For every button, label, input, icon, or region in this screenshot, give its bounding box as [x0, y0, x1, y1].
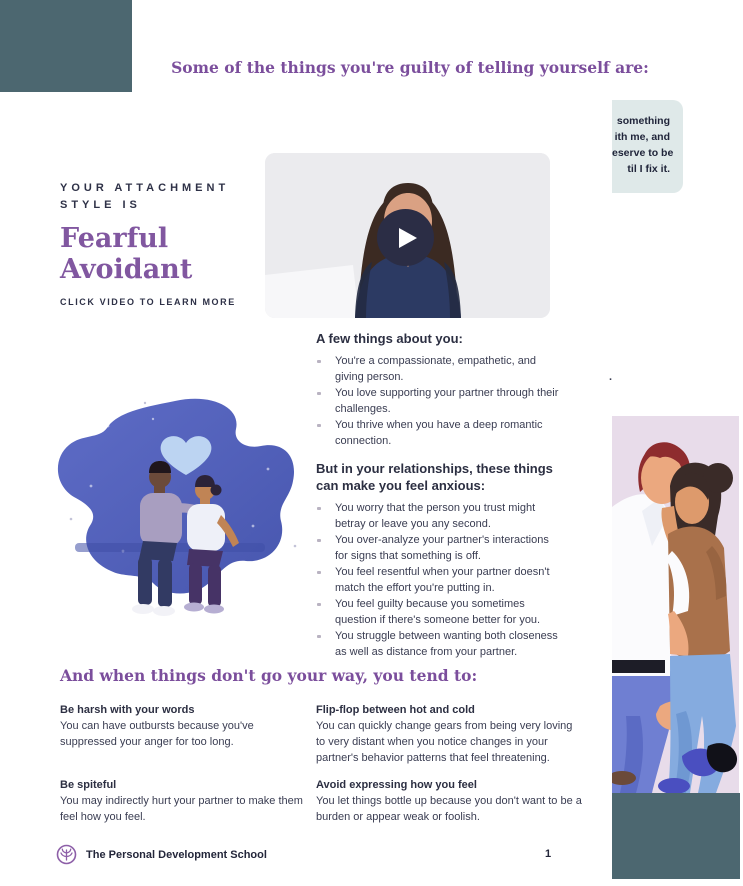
attachment-style-title	[60, 223, 275, 285]
quote-line: something	[616, 115, 670, 127]
bullet-item: You feel guilty because you sometimes question if there's someone better for you.	[316, 596, 559, 628]
couple-embracing-illustration	[612, 416, 739, 793]
bullet-item: You're a compassionate, empathetic, and giving person.	[316, 353, 559, 385]
top-left-accent-block	[0, 0, 132, 92]
couple-sitting-illustration	[53, 391, 301, 629]
tendency-item	[60, 702, 310, 750]
tendency-body: You may indirectly hurt your partner to make them feel how you feel.	[60, 795, 303, 823]
attachment-eyebrow	[60, 180, 275, 214]
hero-title-block	[60, 180, 275, 307]
tendency-title: Be harsh with your words	[60, 704, 195, 716]
quote-box	[612, 100, 683, 193]
anxious-heading: But in your relationships, these things can make you feel anxious:	[316, 461, 553, 493]
bottom-right-accent-block	[612, 793, 740, 879]
play-button[interactable]	[377, 209, 434, 266]
attachment-eyebrow-line: STYLE IS	[60, 199, 141, 211]
brand-logo-icon	[56, 844, 77, 865]
bullet-item: You struggle between wanting both closeness as well as distance from your partner.	[316, 628, 559, 660]
about-bullet-list	[316, 353, 559, 449]
brand-name: The Personal Development School	[86, 849, 267, 861]
tendency-title: Avoid expressing how you feel	[316, 779, 477, 791]
next-page-illustration	[612, 416, 739, 793]
bullet-item: You thrive when you have a deep romantic connection.	[316, 417, 559, 449]
attachment-style-title-line: Avoidant	[60, 254, 193, 285]
tendency-body: You let things bottle up because you don't want to be a burden or appear weak or foolish.	[316, 795, 582, 823]
tendency-title: Flip-flop between hot and cold	[316, 704, 475, 716]
tendency-item	[316, 702, 584, 766]
tendency-body: You can have outbursts because you've suppressed your anger for too long.	[60, 720, 254, 748]
about-heading: A few things about you:	[316, 331, 463, 346]
anxious-section	[316, 460, 570, 660]
page-heading: Some of the things you're guilty of telling yourself are:	[171, 58, 649, 77]
quote-line: til I fix it.	[627, 163, 670, 175]
tendency-item	[316, 777, 584, 825]
quote-line: ith me, and	[614, 131, 670, 143]
about-section	[316, 330, 570, 449]
video-thumbnail[interactable]	[265, 153, 550, 318]
play-icon	[397, 226, 419, 250]
clipped-text-fragment: .	[609, 371, 613, 383]
attachment-style-title-line: Fearful	[60, 223, 169, 254]
bullet-item: You feel resentful when your partner doesn't match the effort you're putting in.	[316, 564, 559, 596]
page-number: 1	[545, 848, 552, 860]
tendency-body: You can quickly change gears from being very loving to very distant when you notice changes in your partner's behavior patterns that feel threatening.	[316, 720, 573, 764]
tendencies-grid	[60, 702, 585, 832]
anxious-bullet-list	[316, 500, 559, 660]
bullet-item: You worry that the person you trust might betray or leave you any second.	[316, 500, 559, 532]
bullet-item: You love supporting your partner through their challenges.	[316, 385, 559, 417]
tendencies-heading: And when things don't go your way, you tend to:	[60, 666, 478, 685]
bullet-item: You over-analyze your partner's interactions for signs that something is off.	[316, 532, 559, 564]
attachment-eyebrow-line: YOUR ATTACHMENT	[60, 182, 230, 194]
tendency-item	[60, 777, 310, 825]
video-cta-label[interactable]: CLICK VIDEO TO LEARN MORE	[60, 297, 236, 307]
quote-line: eserve to be	[612, 147, 674, 159]
tendency-title: Be spiteful	[60, 779, 117, 791]
